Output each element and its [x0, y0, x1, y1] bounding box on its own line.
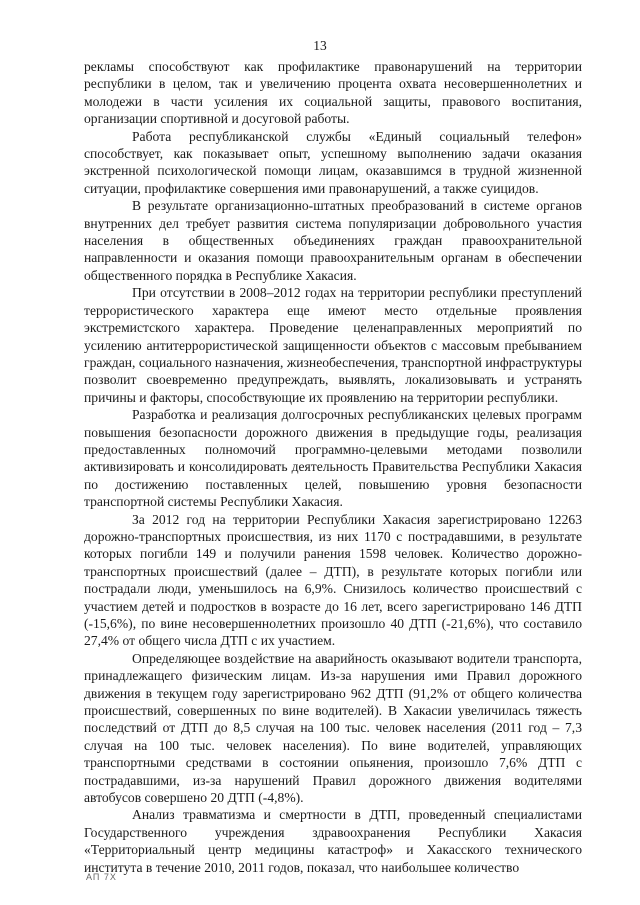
document-body — [84, 58, 582, 876]
page-number: 13 — [313, 38, 327, 53]
paragraph-8: Анализ травматизма и смертности в ДТП, проведенный специалистами Государственного учреждения здравоохранения Республики Хакасия «Территориальный центр медицины катастроф» и Хакасского технического института в течение 2010, 2011 годов, показал, что наибольшее количество — [84, 807, 582, 875]
paragraph-5: Разработка и реализация долгосрочных республиканских целевых программ повышения безопасности дорожного движения в предыдущие годы, реализация предоставленных полномочий программно-целевыми методами позволили активизировать и консолидировать деятельность Правительства Республики Хакасия по достижению поставленных целей, повышению уровня безопасности транспортной системы Республики Хакасия. — [84, 407, 582, 510]
paragraph-4: При отсутствии в 2008–2012 годах на территории республики преступлений террористического характера еще имеют место отдельные проявления экстремистского характера. Проведение целенаправленных мероприятий по усилению антитеррористической защищенности объектов с массовым пребыванием граждан, социального назначения, жизнеобеспечения, транспортной инфраструктуры позволит своевременно предупреждать, выявлять, локализовывать и устранять причины и факторы, способствующие их проявлению на территории республики. — [84, 285, 582, 405]
paragraph-6: За 2012 год на территории Республики Хакасия зарегистрировано 12263 дорожно-транспортных происшествия, из них 1170 с пострадавшими, в результате которых погибли 149 и получили ранения 1598 человек. Количество дорожно-транспортных происшествий (далее – ДТП), в результате которых погибли или пострадали люди, уменьшилось на 6,9%. Снизилось количество происшествий с участием детей и подростков в возрасте до 16 лет, всего зарегистрировано 146 ДТП (-15,6%), по вине несовершеннолетних произошло 40 ДТП (-21,6%), что составило 27,4% от общего числа ДТП с их участием. — [84, 511, 582, 649]
paragraph-3: В результате организационно-штатных преобразований в системе органов внутренних дел требует развития система популяризации добровольного участия населения в общественных объединениях граждан правоохранительной направленности и оказания помощи правоохранительным органам в обеспечении общественного порядка в Республике Хакасия. — [84, 198, 582, 283]
footer-stamp-mark: АП 7Х — [86, 872, 117, 882]
paragraph-1: рекламы способствуют как профилактике правонарушений на территории республики в целом, так и увеличению процента охвата несовершеннолетних и молодежи в части усиления их социальной защиты, правового воспитания, организации спортивной и досуговой работы. — [84, 59, 582, 127]
paragraph-2: Работа республиканской службы «Единый социальный телефон» способствует, как показывает опыт, успешному выполнению задачи оказания экстренной психологической помощи лицам, оказавшимся в трудной жизненной ситуации, профилактике совершения ими правонарушений, а также суицидов. — [84, 128, 582, 196]
paragraph-7: Определяющее воздействие на аварийность оказывают водители транспорта, принадлежащего физическим лицам. Из-за нарушения ими Правил дорожного движения в текущем году зарегистрировано 962 ДТП (91,2% от общего количества происшествий, совершенных по вине водителей). В Хакасии увеличилась тяжесть последствий от ДТП до 8,5 случая на 100 тыс. человек населения (2011 год – 7,3 случая на 100 тыс. человек населения). По вине водителей, управляющих транспортными средствами в состоянии опьянения, произошло 7,6% ДТП с пострадавшими, из-за нарушений Правил дорожного движения водителями автобусов совершено 20 ДТП (-4,8%). — [84, 650, 582, 806]
